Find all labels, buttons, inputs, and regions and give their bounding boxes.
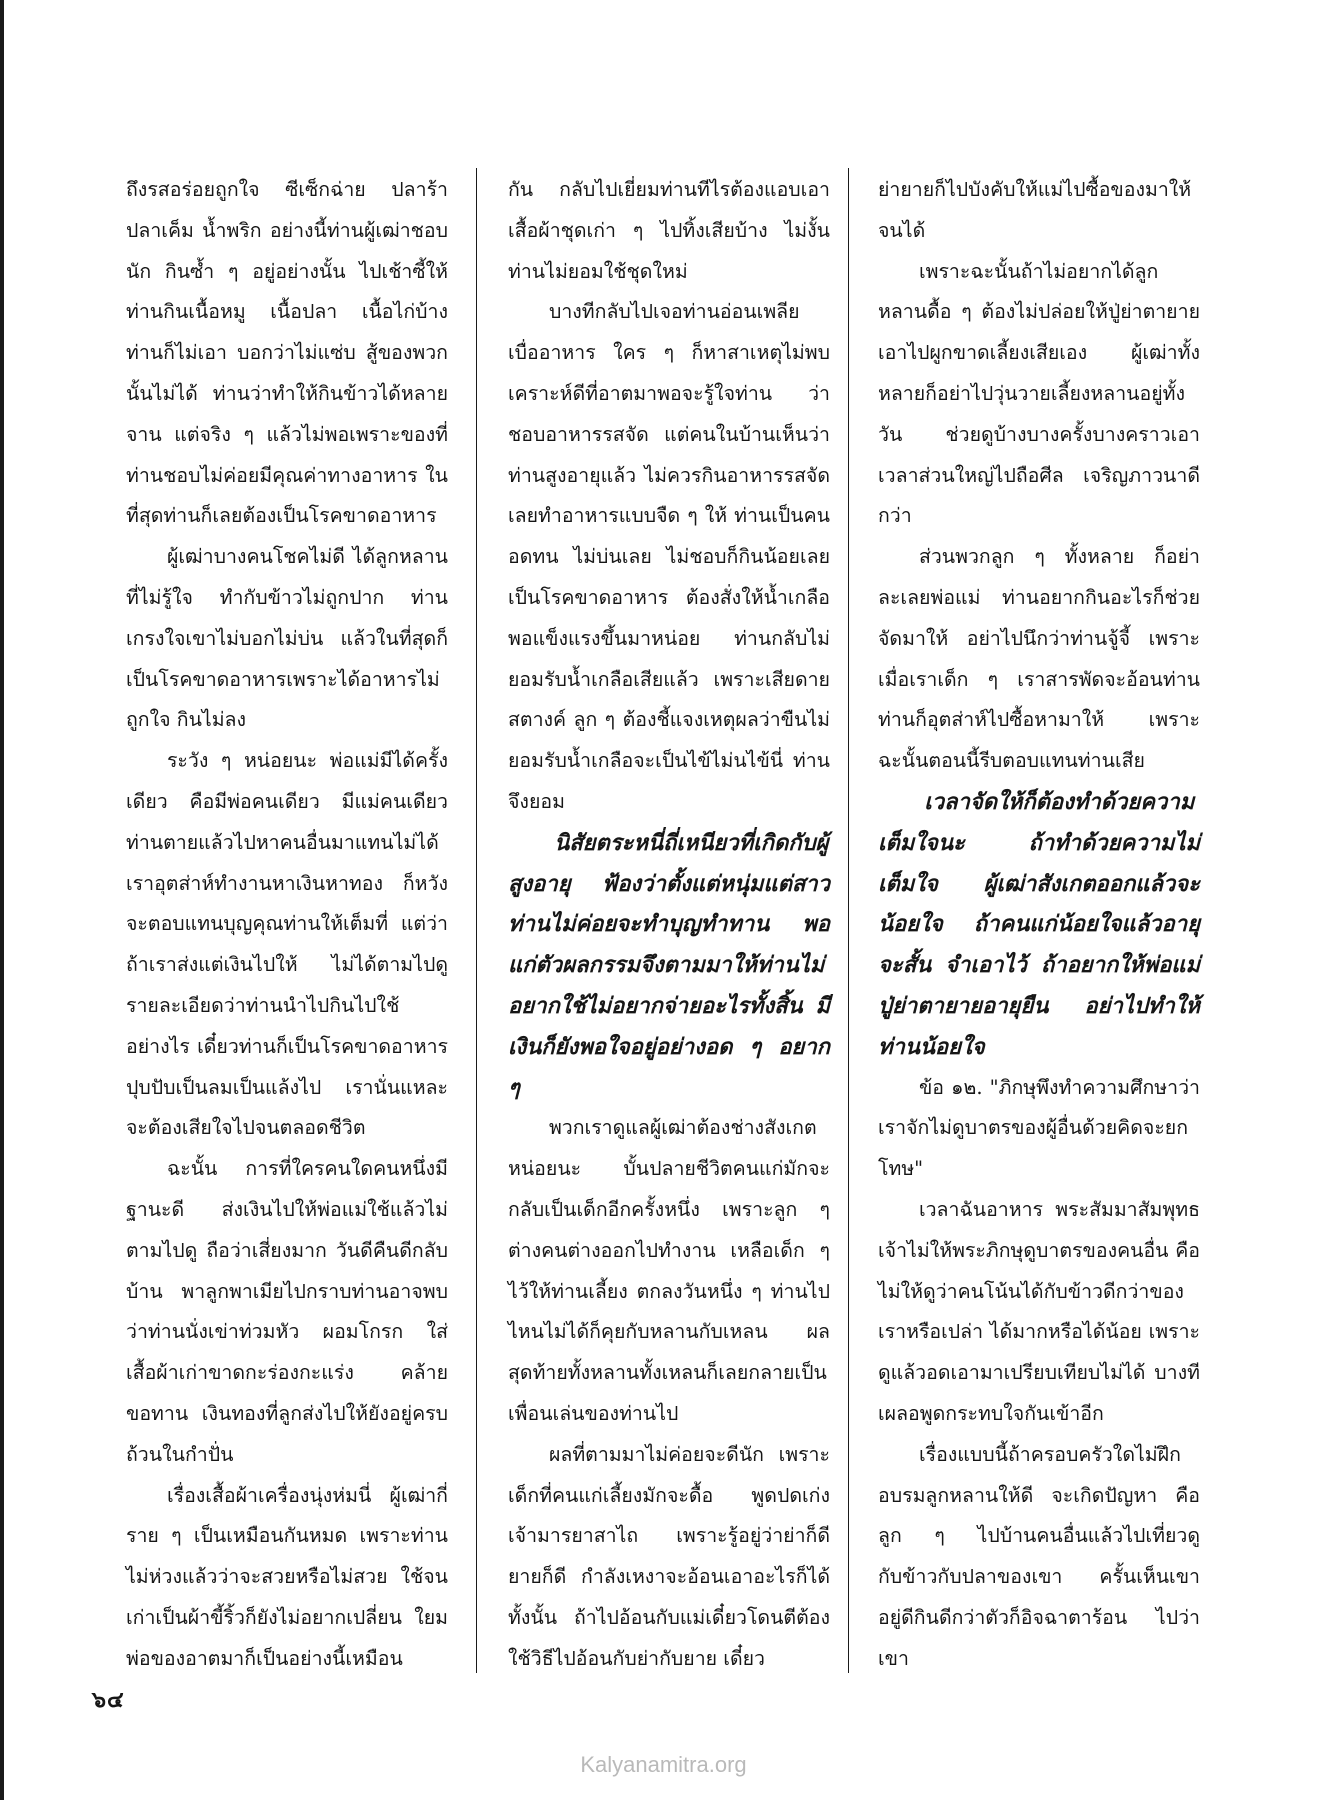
paragraph: ข้อ ๑๒. "ภิกษุพึงทำความศึกษาว่า เราจักไม่ดูบาตรของผู้อื่นด้วยคิดจะยกโทษ" xyxy=(878,1075,1200,1181)
paragraph: ส่วนพวกลูก ๆ ทั้งหลาย ก็อย่าละเลยพ่อแม่ ท่านอยากกินอะไรก็ช่วยจัดมาให้ อย่าไปนึกว่าท่านจู้จี้ เพราะเมื่อเราเด็ก ๆ เราสารพัดจะอ้อนท่าน ท่านก็อุตส่าห์ไปซื้อหามาให้ เพราะฉะนั้นตอนนี้รีบตอบแทนท่านเสีย xyxy=(878,545,1200,773)
paragraph: กัน กลับไปเยี่ยมท่านทีไรต้องแอบเอาเสื้อผ้าชุดเก่า ๆ ไปทิ้งเสียบ้าง ไม่งั้นท่านไม่ยอมใช้ชุดใหม่ xyxy=(508,178,830,283)
text-column-middle xyxy=(508,170,830,1679)
column-divider xyxy=(476,168,477,1673)
text-column-left xyxy=(126,170,448,1679)
paragraph: ฉะนั้น การที่ใครคนใดคนหนึ่งมีฐานะดี ส่งเงินไปให้พ่อแม่ใช้แล้วไม่ตามไปดู ถือว่าเสี่ยงมาก วันดีคืนดีกลับบ้าน พาลูกพาเมียไปกราบท่านอาจพบว่าท่านนั่งเข่าท่วมหัว ผอมโกรก ใส่เสื้อผ้าเก่าขาดกะร่องกะแร่ง คล้ายขอทาน เงินทองที่ลูกส่งไปให้ยังอยู่ครบถ้วนในกำปั่น xyxy=(126,1157,448,1466)
paragraph: บางทีกลับไปเจอท่านอ่อนเพลียเบื่ออาหาร ใคร ๆ ก็หาสาเหตุไม่พบ เคราะห์ดีที่อาตมาพอจะรู้ใจท่าน ว่าชอบอาหารรสจัด แต่คนในบ้านเห็นว่าท่านสูงอายุแล้ว ไม่ควรกินอาหารรสจัด เลยทำอาหารแบบจืด ๆ ให้ ท่านเป็นคนอดทน ไม่บ่นเลย ไม่ชอบก็กินน้อยเลยเป็นโรคขาดอาหาร ต้องสั่งให้น้ำเกลือ พอแข็งแรงขึ้นมาหน่อย ท่านกลับไม่ยอมรับน้ำเกลือเสียแล้ว เพราะเสียดายสตางค์ ลูก ๆ ต้องชี้แจงเหตุผลว่าขืนไม่ยอมรับน้ำเกลือจะเป็นไข้ไม่นไข้นี่ ท่านจึงยอม xyxy=(508,300,830,813)
emphasis-paragraph: นิสัยตระหนี่ถี่เหนียวที่เกิดกับผู้สูงอายุ ฟ้องว่าตั้งแต่หนุ่มแต่สาวท่านไม่ค่อยจะทำบุญทำทาน พอแก่ตัวผลกรรมจึงตามมาให้ท่านไม่อยากใช้ไม่อยากจ่ายอะไรทั้งสิ้น มีเงินก็ยังพอใจอยู่อย่างอด ๆ อยาก ๆ xyxy=(508,829,830,1101)
paragraph: เวลาฉันอาหาร พระสัมมาสัมพุทธเจ้าไม่ให้พระภิกษุดูบาตรของคนอื่น คือไม่ให้ดูว่าคนโน้นได้กับข้าวดีกว่าของเราหรือเปล่า ได้มากหรือได้น้อย เพราะดูแล้วอดเอามาเปรียบเทียบไม่ได้ บางทีเผลอพูดกระทบใจกันเข้าอีก xyxy=(878,1197,1200,1425)
paragraph: ผลที่ตามมาไม่ค่อยจะดีนัก เพราะเด็กที่คนแก่เลี้ยงมักจะดื้อ พูดปดเก่ง เจ้ามารยาสาไถ เพราะรู้อยู่ว่าย่าก็ดียายก็ดี กำลังเหงาจะอ้อนเอาอะไรก็ได้ทั้งนั้น ถ้าไปอ้อนกับแม่เดี๋ยวโดนตีต้องใช้วิธีไปอ้อนกับย่ากับยาย เดี๋ยว xyxy=(508,1442,830,1670)
paragraph: ถึงรสอร่อยถูกใจ ซีเซ็กฉ่าย ปลาร้า ปลาเค็ม น้ำพริก อย่างนี้ท่านผู้เฒ่าชอบนัก กินซ้ำ ๆ อยู่อย่างนั้น ไปเช้าซี้ให้ท่านกินเนื้อหมู เนื้อปลา เนื้อไก่บ้าง ท่านก็ไม่เอา บอกว่าไม่แซ่บ สู้ของพวกนั้นไม่ได้ ท่านว่าทำให้กินข้าวได้หลายจาน แต่จริง ๆ แล้วไม่พอเพราะของที่ท่านชอบไม่ค่อยมีคุณค่าทางอาหาร ในที่สุดท่านก็เลยต้องเป็นโรคขาดอาหาร xyxy=(126,178,448,528)
emphasis-paragraph: เวลาจัดให้ก็ต้องทำด้วยความเต็มใจนะ ถ้าทำด้วยความไม่เต็มใจ ผู้เฒ่าสังเกตออกแล้วจะน้อยใจ ถ้าคนแก่น้อยใจแล้วอายุจะสั้น จำเอาไว้ ถ้าอยากให้พ่อแม่ปู่ย่าตายายอายุยืน อย่าไปทำให้ท่านน้อยใจ xyxy=(878,788,1200,1060)
column-divider xyxy=(848,168,849,1673)
paragraph: เรื่องเสื้อผ้าเครื่องนุ่งห่มนี่ ผู้เฒ่ากี่ราย ๆ เป็นเหมือนกันหมด เพราะท่านไม่ห่วงแล้วว่าจะสวยหรือไม่สวย ใช้จนเก่าเป็นผ้าขี้ริ้วก็ยังไม่อยากเปลี่ยน ใยมพ่อของอาตมาก็เป็นอย่างนี้เหมือน xyxy=(126,1483,448,1670)
paragraph: ระวัง ๆ หน่อยนะ พ่อแม่มีได้ครั้งเดียว คือมีพ่อคนเดียว มีแม่คนเดียว ท่านตายแล้วไปหาคนอื่นมาแทนไม่ได้ เราอุตส่าห์ทำงานหาเงินหาทอง ก็หวังจะตอบแทนบุญคุณท่านให้เต็มที่ แต่ว่าถ้าเราส่งแต่เงินไปให้ ไม่ได้ตามไปดูรายละเอียดว่าท่านนำไปกินไปใช้อย่างไร เดี๋ยวท่านก็เป็นโรคขาดอาหาร ปุบปับเป็นลมเป็นแล้งไป เรานั่นแหละจะต้องเสียใจไปจนตลอดชีวิต xyxy=(126,749,448,1140)
paragraph: เพราะฉะนั้นถ้าไม่อยากได้ลูกหลานดื้อ ๆ ต้องไม่ปล่อยให้ปู่ย่าตายายเอาไปผูกขาดเลี้ยงเสียเอง ผู้เฒ่าทั้งหลายก็อย่าไปวุ่นวายเลี้ยงหลานอยู่ทั้งวัน ช่วยดูบ้างบางครั้งบางคราวเอาเวลาส่วนใหญ่ไปถือศีล เจริญภาวนาดีกว่า xyxy=(878,259,1200,528)
paragraph: ผู้เฒ่าบางคนโชคไม่ดี ได้ลูกหลานที่ไม่รู้ใจ ทำกับข้าวไม่ถูกปาก ท่านเกรงใจเขาไม่บอกไม่บ่น แล้วในที่สุดก็เป็นโรคขาดอาหารเพราะได้อาหารไม่ถูกใจ กินไม่ลง xyxy=(126,545,448,732)
text-column-right xyxy=(878,170,1200,1679)
paragraph: พวกเราดูแลผู้เฒ่าต้องช่างสังเกตหน่อยนะ บั้นปลายชีวิตคนแก่มักจะกลับเป็นเด็กอีกครั้งหนึ่ง เพราะลูก ๆ ต่างคนต่างออกไปทำงาน เหลือเด็ก ๆ ไว้ให้ท่านเลี้ยง ตกลงวันหนึ่ง ๆ ท่านไปไหนไม่ได้ก็คุยกับหลานกับเหลน ผลสุดท้ายทั้งหลานทั้งเหลนก็เลยกลายเป็นเพื่อนเล่นของท่านไป xyxy=(508,1116,830,1425)
paragraph: ย่ายายก็ไปบังคับให้แม่ไปซื้อของมาให้จนได้ xyxy=(878,178,1192,242)
page-number: ๖๔ xyxy=(92,1687,125,1713)
paragraph: เรื่องแบบนี้ถ้าครอบครัวใดไม่ฝึกอบรมลูกหลานให้ดี จะเกิดปัญหา คือ ลูก ๆ ไปบ้านคนอื่นแล้วไปเที่ยวดูกับข้าวกับปลาของเขา ครั้นเห็นเขาอยู่ดีกินดีกว่าตัวก็อิจฉาตาร้อน ไปว่าเขา xyxy=(878,1442,1200,1670)
watermark: Kalyanamitra.org xyxy=(580,1752,747,1777)
